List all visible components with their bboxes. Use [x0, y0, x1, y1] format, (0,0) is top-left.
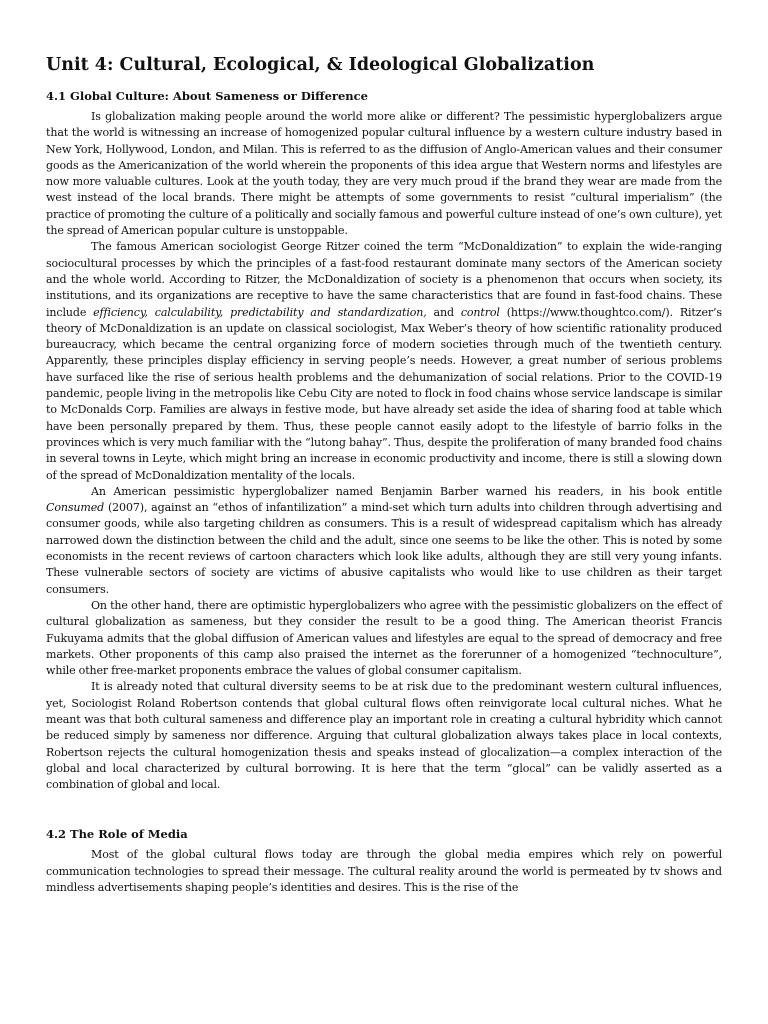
paragraph-2-text-c: (https://www.thoughtco.com/). Ritzer’s theory of McDonaldization is an update on classical sociologist, Max Weber’s theory of how scientific rationality produced bureaucracy, which became the central organizing force of modern societies through much of the twentieth century. Apparently, these principles display efficiency in serving people’s needs. However, a great number of serious problems have surfaced like the rise of serious health problems and the dehumanization of social relations. Prior to the COVID-19 pandemic, people living in the metropolis like Cebu City are noted to flock in food chains whose service landscape is similar to McDonalds Corp. Families are always in festive mode, but have already set aside the idea of sharing food at table which have been personally prepared by them. Thus, these people cannot easily adopt to the lifestyle of barrio folks in the provinces which is very much familiar with the “lutong bahay”. Thus, despite the proliferation of many branded food chains in several towns in Leyte, which might bring an increase in economic productivity and income, there is still a slowing down of the spread of McDonaldization mentality of the locals. [46, 305, 722, 482]
paragraph-2-text-b: and [426, 305, 461, 319]
paragraph-2-emphasis-control: control [460, 305, 500, 319]
section-4-2 [46, 826, 722, 896]
document-page [46, 52, 722, 896]
paragraph-3-book-title: Consumed [46, 501, 105, 515]
paragraph-2-text-a: The famous American sociologist George Ritzer coined the term “McDonaldization” to explain the wide-ranging sociocultural processes by which the principles of a fast-food restaurant dominate many sectors of the American society and the whole world. According to Ritzer, the McDonaldization of society is a phenomenon that occurs when society, its institutions, and its organizations are receptive to have the same characteristics that are found in fast-food chains. These include [46, 240, 722, 319]
section-heading-4-1: 4.1 Global Culture: About Sameness or Difference [46, 89, 368, 103]
section-heading-4-2: 4.2 The Role of Media [46, 827, 188, 842]
paragraph-3-text-b: (2007), against an “ethos of infantilization” a mind-set which turn adults into children through advertising and consumer goods, while also targeting children as consumers. This is a result of widespread capitalism which has already narrowed down the distinction between the child and the adult, since one seems to be like the other. This is noted by some economists in the recent reviews of cartoon characters which look like adults, although they are still very young infants. These vulnerable sectors of society are victims of abusive capitalists who would like to use children as their target consumers. [46, 501, 722, 596]
paragraph-4: On the other hand, there are optimistic hyperglobalizers who agree with the pessimistic globalizers on the effect of cultural globalization as sameness, but they consider the result to be a good thing. The American theorist Francis Fukuyama admits that the global diffusion of American values and lifestyles are equal to the spread of democracy and free markets. Other proponents of this camp also praised the internet as the forerunner of a homogenized “technoculture”, while other free-market proponents embrace the values of global consumer capitalism. [46, 598, 722, 678]
paragraph-5: It is already noted that cultural diversity seems to be at risk due to the predominant western cultural influences, yet, Sociologist Roland Robertson contends that global cultural flows often reinvigorate local cultural niches. What he meant was that both cultural sameness and difference play an important role in creating a cultural hybridity which cannot be reduced simply by sameness nor difference. Arguing that cultural globalization always takes place in local contexts, Robertson rejects the cultural homogenization thesis and speaks instead of glocalization—a complex interaction of the global and local characterized by cultural borrowing. It is here that the term “glocal” can be validly asserted as a combination of global and local. [46, 680, 722, 792]
paragraph-media: Most of the global cultural flows today are through the global media empires which rely on powerful communication technologies to spread their message. The cultural reality around the world is permeated by tv shows and mindless advertisements shaping people’s identities and desires. This is the rise of the [46, 848, 722, 895]
paragraph-3-text-a: An American pessimistic hyperglobalizer named Benjamin Barber warned his readers, in his book entitle [91, 484, 722, 498]
paragraph-1: Is globalization making people around the world more alike or different? The pessimistic hyperglobalizers argue that the world is witnessing an increase of homogenized popular cultural influence by a western culture industry based in New York, Hollywood, London, and Milan. This is referred to as the diffusion of Anglo-American values and their consumer goods as the Americanization of the world wherein the proponents of this idea argue that Western norms and lifestyles are now more valuable cultures. Look at the youth today, they are very much proud if the brand they wear are made from the west instead of the local brands. There might be attempts of some governments to resist “cultural imperialism” (the practice of promoting the culture of a politically and socially famous and powerful culture instead of one’s own culture), yet the spread of American popular culture is unstoppable. [46, 110, 722, 238]
paragraph-2 [46, 239, 722, 483]
paragraph-2-emphasis-principles: efficiency, calculability, predictability and standardization, [93, 305, 427, 319]
unit-title: Unit 4: Cultural, Ecological, & Ideological Globalization [46, 55, 595, 75]
section-4-1 [46, 88, 722, 793]
paragraph-3 [46, 484, 722, 598]
section-gap [46, 793, 722, 826]
